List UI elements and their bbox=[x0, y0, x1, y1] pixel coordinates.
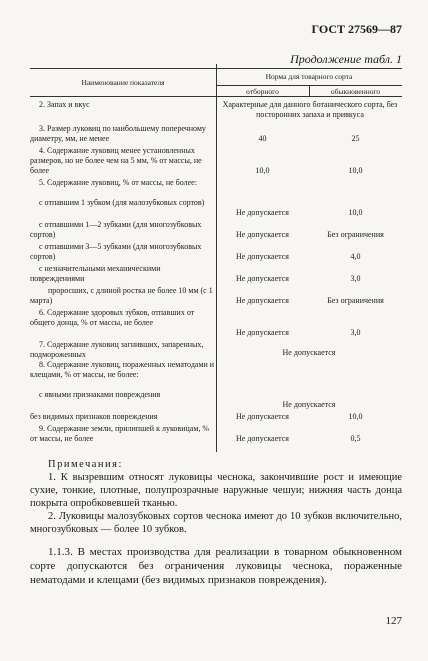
header-select-grade: отборного bbox=[246, 87, 279, 96]
standard-number: ГОСТ 27569—87 bbox=[311, 22, 402, 36]
body-paragraph-section bbox=[30, 545, 402, 587]
row-value-ordinary: 10,0 bbox=[348, 412, 363, 421]
row-label: 7. Содержание луковиц загнивших, запаренных, подмороженных bbox=[30, 340, 204, 359]
note-item: 1. К вызревшим относят луковицы чеснока, закончившие рост и имеющие сухие, тонкие, плотные, полупрозрачные наружные чешуи; нижняя часть донца покрыта опробковевшей тканью. bbox=[30, 472, 402, 509]
row-label: 6. Содержание здоровых зубков, отпавших от общего донца, % от массы, не более bbox=[30, 308, 195, 327]
row-value-ordinary: 3,0 bbox=[350, 328, 361, 337]
row-label: с отпавшими 3—5 зубками (для многозубковых сортов) bbox=[30, 242, 202, 261]
row-value-select: Не допускается bbox=[236, 252, 289, 261]
row-label: с отпавшими 1—2 зубками (для многозубковых сортов) bbox=[30, 220, 202, 239]
row-label: 8. Содержание луковиц, пораженных нематодами и клещами, % от массы, не более: bbox=[30, 360, 215, 379]
row-value-ordinary: 10,0 bbox=[348, 208, 363, 217]
row-label: 4. Содержание луковиц менее установленных размеров, но не более чем на 5 мм, % от массы, не более bbox=[30, 146, 202, 175]
row-value-ordinary: Без ограничения bbox=[327, 230, 384, 239]
header-norm: Норма для товарного сорта bbox=[265, 72, 353, 81]
notes-title: Примечания: bbox=[48, 459, 123, 470]
row-label: 5. Содержание луковиц, % от массы, не более: bbox=[39, 178, 197, 187]
row-value-select: 40 bbox=[258, 134, 267, 143]
row-value-ordinary: 25 bbox=[351, 134, 360, 143]
row-label: 3. Размер луковиц по наибольшему поперечному диаметру, мм, не менее bbox=[30, 124, 206, 143]
row-value-ordinary: Без ограничения bbox=[327, 296, 384, 305]
row-label: 9. Содержание земли, прилипшей к луковицам, % от массы, не более bbox=[30, 424, 210, 443]
body-paragraph: 1.1.3. В местах производства для реализации в товарном обыкновенном сорте допускаются без ограничения луковицы чеснока, пораженные нематодами и клещами (без видимых признаков повреждения). bbox=[30, 546, 402, 586]
row-value-select: Не допускается bbox=[236, 274, 289, 283]
header-ordinary-grade: обыкновенного bbox=[330, 87, 381, 96]
row-value-select: Не допускается bbox=[236, 296, 289, 305]
note-item: 2. Луковицы малозубковых сортов чеснока имеют до 10 зубков включительно, многозубковых — более 10 зубков. bbox=[30, 511, 402, 535]
row-merged-value: Не допускается bbox=[282, 348, 336, 357]
row-label: с явными признаками повреждения bbox=[39, 390, 161, 399]
row-merged-value: Не допускается bbox=[282, 400, 336, 409]
notes-section bbox=[30, 458, 402, 536]
row-value-select: Не допускается bbox=[236, 328, 289, 337]
norms-table bbox=[30, 64, 402, 454]
header-name: Наименование показателя bbox=[81, 78, 165, 87]
page-number: 127 bbox=[385, 615, 402, 627]
row-value-ordinary: 3,0 bbox=[350, 274, 361, 283]
row-value-select: Не допускается bbox=[236, 434, 289, 443]
row-value-select: Не допускается bbox=[236, 230, 289, 239]
row-value-select: 10,0 bbox=[255, 166, 270, 175]
row-merged-value: Характерные для данного ботанического сорта, без посторонних запаха и привкуса bbox=[222, 100, 398, 119]
row-label: с отпавшим 1 зубком (для малозубковых сортов) bbox=[39, 198, 205, 207]
row-label: проросших, с длиной ростка не более 10 мм (с 1 марта) bbox=[30, 286, 213, 305]
row-value-select: Не допускается bbox=[236, 208, 289, 217]
row-value-select: Не допускается bbox=[236, 412, 289, 421]
row-value-ordinary: 0,5 bbox=[350, 434, 361, 443]
row-label: без видимых признаков повреждения bbox=[30, 412, 158, 421]
row-label: с незначительными механическими повреждениями bbox=[30, 264, 161, 283]
table-continuation-caption: Продолжение табл. 1 bbox=[290, 52, 402, 66]
row-label: 2. Запах и вкус bbox=[39, 100, 90, 109]
row-value-ordinary: 10,0 bbox=[348, 166, 363, 175]
row-value-ordinary: 4,0 bbox=[350, 252, 361, 261]
